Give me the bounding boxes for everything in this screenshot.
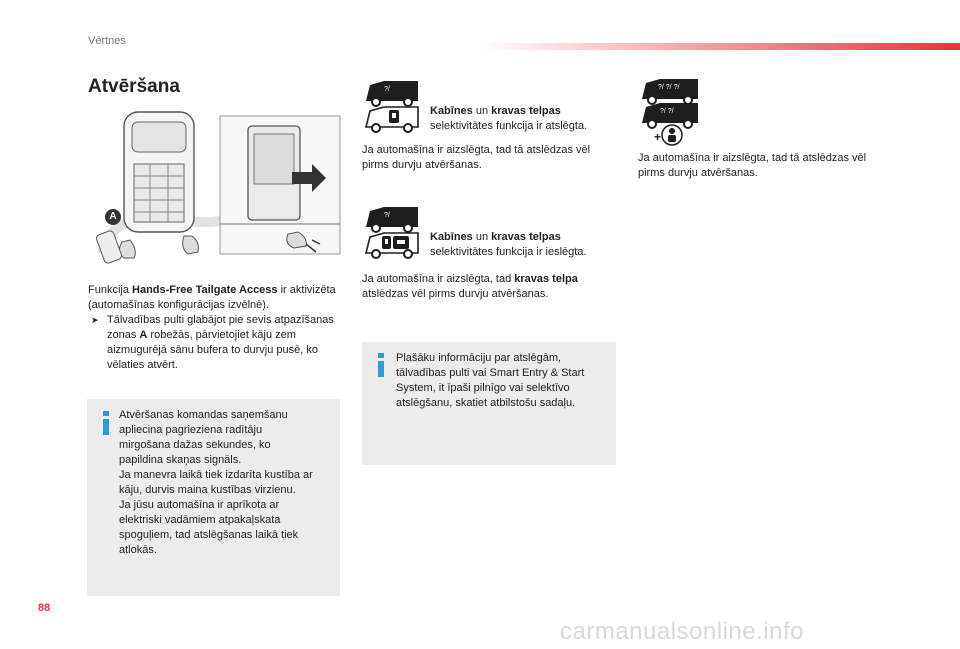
caption1-bold2: kravas telpas (491, 105, 561, 117)
block1-text (362, 143, 617, 173)
info-line: kāju, durvis maina kustības virzienu. (119, 484, 296, 496)
info-box-middle (362, 342, 616, 465)
svg-text:?/: ?/ (384, 212, 390, 219)
svg-text:?/: ?/ (384, 86, 390, 93)
block1-line1: Ja automašīna ir aizslēgta, tad tā atslēdzas vēl (362, 144, 591, 156)
info-line: Atvēršanas komandas saņemšanu (119, 409, 288, 421)
info-line: Plašāku informāciju par atslēgām, (396, 352, 562, 364)
header-accent-bar (480, 43, 960, 50)
van-illustration (92, 104, 342, 274)
section-title: Vērtnes (88, 35, 126, 47)
info-line: tālvadības pulti vai Smart Entry & Start (396, 367, 585, 379)
info-line: System, it īpaši pilnīgo vai selektīvo (396, 382, 570, 394)
bullet-bold: A (139, 329, 148, 341)
intro-paragraph (88, 283, 348, 313)
info-line: Ja manevra laikā tiek izdarīta kustība ar (119, 469, 313, 481)
info-line: elektriski vadāmiem atpakaļskata (119, 514, 281, 526)
caption2-bold1: Kabīnes (430, 231, 473, 243)
info-line: mirgošana dažas sekundes, ko (119, 439, 271, 451)
page-title: Atvēršana (88, 76, 180, 97)
selectivity-off-caption (430, 104, 615, 134)
block2-line1 (362, 272, 617, 287)
info-left-text (119, 408, 339, 558)
caption2-bold2: kravas telpas (491, 231, 561, 243)
right-line2: pirms durvju atvēršanas. (638, 167, 758, 179)
intro-bold: Hands-Free Tailgate Access (132, 284, 278, 296)
info-line: atlokās. (119, 544, 157, 556)
info-line: apliecina pagrieziena radītāju (119, 424, 263, 436)
arrow-bullet-icon: ➤ (91, 315, 99, 325)
block2-text (362, 272, 617, 302)
bullet-pre: Tālvadības pulti glabājot pie sevis atpazīšanas zonas (107, 314, 334, 341)
caption1-rest: selektivitātes funkcija ir atslēgta. (430, 120, 588, 132)
info-icon (371, 353, 393, 377)
caption2-rest: selektivitātes funkcija ir ieslēgta. (430, 246, 587, 258)
intro-post: ir aktivizēta (automašīnas konfigurācijas izvēlnē). (88, 284, 336, 311)
watermark: carmanualsonline.info (560, 618, 804, 645)
van-lock-icon-1 (362, 77, 422, 138)
selectivity-on-caption (430, 230, 615, 260)
info-middle-text (396, 351, 614, 411)
page-number: 88 (38, 602, 51, 614)
svg-text:?/ ?/ ?/: ?/ ?/ ?/ (658, 84, 680, 91)
van-passenger-icon (638, 77, 702, 152)
right-line1: Ja automašīna ir aizslēgta, tad tā atslēdzas vēl (638, 152, 867, 164)
van-lock-icon-2 (362, 203, 422, 264)
caption1-bold1: Kabīnes (430, 105, 473, 117)
info-icon (96, 411, 118, 435)
intro-pre: Funkcija (88, 284, 133, 296)
block2-bold: kravas telpa (514, 273, 578, 285)
info-line: spoguļiem, tad atslēgšanas laikā tiek (119, 529, 299, 541)
block2-pre: Ja automašīna ir aizslēgta, tad (362, 273, 515, 285)
svg-text:+: + (654, 130, 662, 144)
info-line: papildina skaņas signāls. (119, 454, 242, 466)
block1-line2: pirms durvju atvēršanas. (362, 159, 482, 171)
bullet-post: robežās, pārvietojiet kāju zem aizmugurējā sānu bufera to durvju pusē, ko vēlaties atvērt. (107, 329, 318, 371)
instruction-bullet (91, 313, 342, 373)
callout-a-badge: A (105, 209, 121, 225)
right-text (638, 151, 898, 181)
svg-text:?/ ?/: ?/ ?/ (660, 108, 674, 115)
block2-line2: atslēdzas vēl pirms durvju atvēršanas. (362, 288, 549, 300)
info-line: Ja jūsu automašīna ir aprīkota ar (119, 499, 280, 511)
info-box-left (87, 399, 340, 596)
caption1-un: un (472, 105, 492, 117)
caption2-un: un (472, 231, 492, 243)
info-line: atslēgšanu, skatiet atbilstošu sadaļu. (396, 397, 576, 409)
